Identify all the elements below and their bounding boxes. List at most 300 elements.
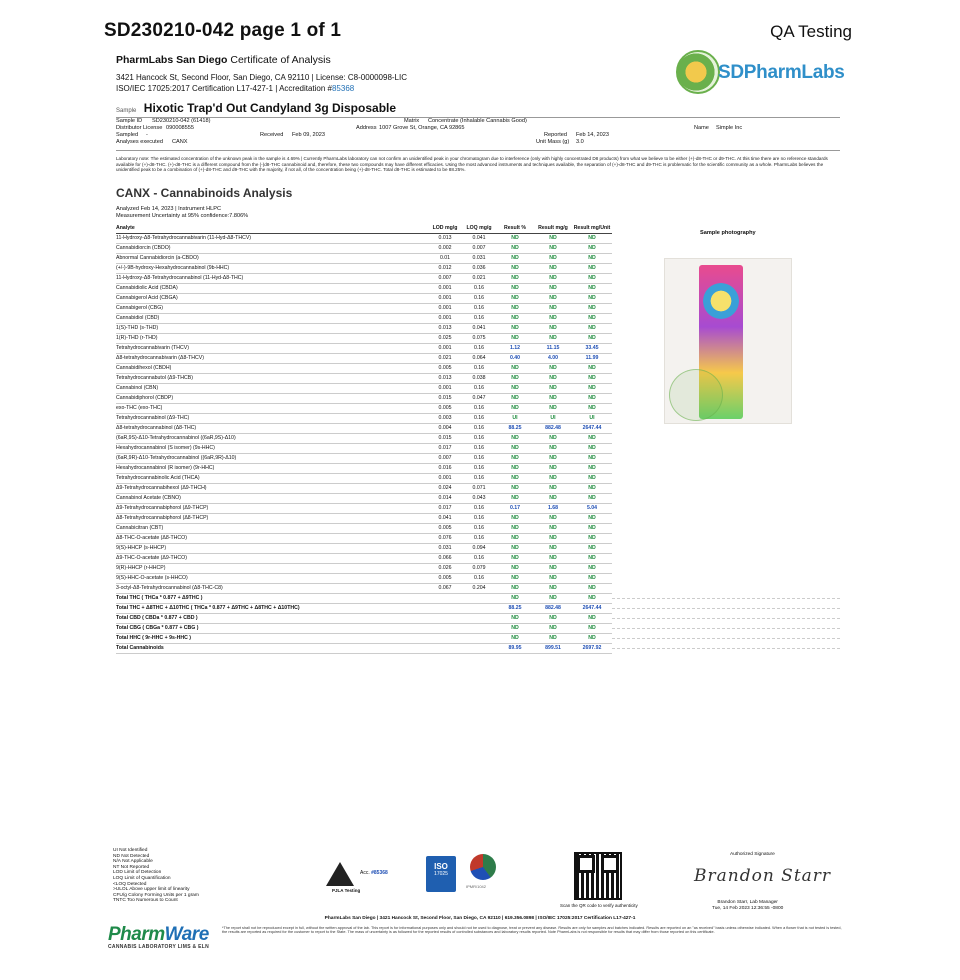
table-row xyxy=(116,383,612,393)
table-row xyxy=(116,313,612,323)
lod-cell: 0.01 xyxy=(428,253,462,263)
table-row xyxy=(116,533,612,543)
result-mgg-cell: ND xyxy=(534,303,572,313)
footer-disclaimer: *The report shall not be reproduced except in full, without the written approval of the lab. This report is for informational purposes only and should not be used to diagnose, treat or prevent any disease. Results are only for samples and batches indicated. Results are reported on an "as received" basis unless otherwise indicated. When a flower that is not tested is tested, the results are reported as required for the customer to report to the State. The mass of uncertainty is as followed for the reported results of controlled substances and laboratory results reported. Note PharmLabs is not responsible for results that may differ from those reported on this certificate. xyxy=(222,926,842,935)
sample-name: Hixotic Trap'd Out Candyland 3g Disposable xyxy=(143,101,397,115)
result-pct-cell: ND xyxy=(496,463,534,473)
result-mgg-cell: 1.68 xyxy=(534,503,572,513)
result-mgg-cell: ND xyxy=(534,633,572,643)
pjla-badge xyxy=(326,856,406,896)
loq-cell: 0.16 xyxy=(462,433,496,443)
loq-cell: 0.036 xyxy=(462,263,496,273)
result-mgg-cell: ND xyxy=(534,283,572,293)
result-unit-cell: ND xyxy=(572,243,612,253)
california-badge-icon xyxy=(676,50,720,94)
loq-cell: 0.16 xyxy=(462,453,496,463)
lod-cell: 0.005 xyxy=(428,573,462,583)
loq-cell: 0.16 xyxy=(462,303,496,313)
lod-cell: 0.066 xyxy=(428,553,462,563)
analyte-cell: 11-Hydroxy-Δ8-Tetrahydrocannabivarin (11-Hyd-Δ8-THCV) xyxy=(116,233,428,243)
table-row xyxy=(116,453,612,463)
result-mgg-cell: ND xyxy=(534,573,572,583)
result-pct-cell: ND xyxy=(496,243,534,253)
result-pct-cell: ND xyxy=(496,283,534,293)
lod-cell: 0.014 xyxy=(428,493,462,503)
result-unit-cell: ND xyxy=(572,253,612,263)
table-row xyxy=(116,423,612,433)
lod-cell: 0.005 xyxy=(428,523,462,533)
verification-qr-code[interactable] xyxy=(574,852,622,900)
result-pct-cell: 0.17 xyxy=(496,503,534,513)
iso-badge: ISO 17025 xyxy=(426,856,456,892)
lod-cell xyxy=(428,643,462,653)
result-unit-cell: ND xyxy=(572,523,612,533)
result-unit-cell: ND xyxy=(572,393,612,403)
analyte-cell: Cannabidihexol (CBDH) xyxy=(116,363,428,373)
result-mgg-cell: ND xyxy=(534,433,572,443)
result-pct-cell: ND xyxy=(496,623,534,633)
loq-cell: 0.075 xyxy=(462,333,496,343)
pjla-acc: Acc. #85368 xyxy=(360,870,388,876)
analyte-cell: Tetrahydrocannabutol (Δ9-THCB) xyxy=(116,373,428,383)
result-pct-cell: ND xyxy=(496,333,534,343)
result-mgg-cell: ND xyxy=(534,463,572,473)
loq-cell: 0.16 xyxy=(462,473,496,483)
analyte-cell: Total THC ( THCa * 0.877 + Δ9THC ) xyxy=(116,593,428,603)
result-pct-cell: ND xyxy=(496,523,534,533)
result-pct-cell: ND xyxy=(496,553,534,563)
result-pct-cell: ND xyxy=(496,573,534,583)
lod-cell: 0.017 xyxy=(428,503,462,513)
result-pct-cell: 0.40 xyxy=(496,353,534,363)
lab-address: 3421 Hancock St, Second Floor, San Diego, CA 92110 | License: C8-0000098-LIC xyxy=(116,73,407,82)
lod-cell: 0.041 xyxy=(428,513,462,523)
result-pct-cell: ND xyxy=(496,403,534,413)
result-unit-cell: ND xyxy=(572,433,612,443)
analyte-cell: Cannabidiolic Acid (CBDA) xyxy=(116,283,428,293)
table-row xyxy=(116,283,612,293)
client-name: Simple Inc xyxy=(716,125,743,131)
loq-cell: 0.031 xyxy=(462,253,496,263)
analyte-cell: Total Cannabinoids xyxy=(116,643,428,653)
table-row xyxy=(116,353,612,363)
analyte-cell: Total CBD ( CBDa * 0.877 + CBD ) xyxy=(116,613,428,623)
result-mgg-cell: 882.48 xyxy=(534,603,572,613)
analysis-info xyxy=(116,206,248,220)
result-unit-cell: 2647.44 xyxy=(572,423,612,433)
result-mgg-cell: 4.00 xyxy=(534,353,572,363)
loq-cell: 0.16 xyxy=(462,443,496,453)
result-pct-cell: ND xyxy=(496,383,534,393)
loq-cell: 0.16 xyxy=(462,523,496,533)
loq-cell: 0.16 xyxy=(462,283,496,293)
logo-wordmark: SDPharmLabs xyxy=(718,62,845,83)
product-emblem-icon xyxy=(703,283,739,319)
loq-cell: 0.16 xyxy=(462,423,496,433)
loq-cell: 0.16 xyxy=(462,293,496,303)
table-row xyxy=(116,563,612,573)
table-row xyxy=(116,413,612,423)
section-title: CANX - Cannabinoids Analysis xyxy=(116,186,293,200)
result-unit-cell: ND xyxy=(572,303,612,313)
loq-cell: 0.16 xyxy=(462,313,496,323)
sampled-date: - xyxy=(146,132,148,138)
result-pct-cell: ND xyxy=(496,533,534,543)
lod-cell: 0.001 xyxy=(428,343,462,353)
table-row xyxy=(116,363,612,373)
loq-cell: 0.043 xyxy=(462,493,496,503)
total-row-leader xyxy=(612,598,840,599)
lod-cell: 0.076 xyxy=(428,533,462,543)
loq-cell xyxy=(462,613,496,623)
table-row xyxy=(116,433,612,443)
result-mgg-cell: ND xyxy=(534,393,572,403)
laboratory-note: Laboratory note: The estimated concentration of the unknown peak in the sample is 4.69% | Currently PharmLabs laboratory can not confirm an unidentified peak in your chromatogram due to interference (only with highly concentrated D8 products) from what we believe to be either (+)-d8-THC or d9-THC. At this time there are no reference standards available for (+)-d8-THC. (+)-d8-THC is a different compound from the (-)d8-THC cannabinoid and, therefore, these two compounds may have different efficacies. Using the most advanced instruments and techniques available, the separation of (+)-d8-THC and d9-THC is problematic for the scientific community as a whole. PharmLabs believes the unidentified peak to be a combination of (+)-d8-THC and d9-THC with the majority, if not all, of the concentration being (+)-d8-THC. Total d8-THC is estimated to be 88.25%. xyxy=(116,156,828,173)
result-unit-cell: ND xyxy=(572,593,612,603)
result-mgg-cell: ND xyxy=(534,553,572,563)
analyte-cell: Cannabidiorcin (CBDO) xyxy=(116,243,428,253)
result-unit-cell: ND xyxy=(572,553,612,563)
loq-cell: 0.064 xyxy=(462,353,496,363)
result-mgg-cell: ND xyxy=(534,333,572,343)
analyte-cell: Total CBG ( CBGa * 0.877 + CBG ) xyxy=(116,623,428,633)
table-row xyxy=(116,543,612,553)
lod-cell: 0.005 xyxy=(428,363,462,373)
sample-id: SD230210-042 (61418) xyxy=(152,118,211,124)
table-row xyxy=(116,493,612,503)
cannabinoids-table xyxy=(116,226,612,654)
loq-cell: 0.16 xyxy=(462,503,496,513)
lod-cell: 0.001 xyxy=(428,293,462,303)
loq-cell: 0.007 xyxy=(462,243,496,253)
result-unit-cell: ND xyxy=(572,333,612,343)
loq-cell: 0.16 xyxy=(462,363,496,373)
loq-cell: 0.16 xyxy=(462,383,496,393)
pjla-label: PJLA Testing xyxy=(332,888,361,893)
lod-cell: 0.015 xyxy=(428,393,462,403)
lod-cell: 0.001 xyxy=(428,383,462,393)
table-row xyxy=(116,243,612,253)
total-row-leader xyxy=(612,628,840,629)
result-pct-cell: ND xyxy=(496,253,534,263)
total-row xyxy=(116,613,612,623)
lod-cell: 0.067 xyxy=(428,583,462,593)
col-result-pct: Result % xyxy=(496,226,534,233)
analyte-cell: Cannabidiol (CBD) xyxy=(116,313,428,323)
analyzed-line: Analyzed Feb 14, 2023 | Instrument HLPC xyxy=(116,206,221,212)
total-row-leader xyxy=(612,608,840,609)
result-mgg-cell: ND xyxy=(534,253,572,263)
analyte-cell: Δ9-Tetrahydrocannabihexol (Δ9-THCH) xyxy=(116,483,428,493)
col-lod: LOD mg/g xyxy=(428,226,462,233)
lod-cell xyxy=(428,593,462,603)
result-unit-cell: ND xyxy=(572,403,612,413)
analyte-cell: Tetrahydrocannabivarin (THCV) xyxy=(116,343,428,353)
result-mgg-cell: ND xyxy=(534,383,572,393)
uncertainty-line: Measurement Uncertainty at 95% confidence:7.806% xyxy=(116,213,249,219)
table-row xyxy=(116,553,612,563)
table-row xyxy=(116,393,612,403)
result-mgg-cell: ND xyxy=(534,493,572,503)
loq-cell: 0.16 xyxy=(462,533,496,543)
sample-label: Sample xyxy=(116,108,137,114)
result-pct-cell: ND xyxy=(496,633,534,643)
loq-cell: 0.041 xyxy=(462,323,496,333)
result-unit-cell: ND xyxy=(572,573,612,583)
result-unit-cell: ND xyxy=(572,443,612,453)
lod-cell: 0.013 xyxy=(428,233,462,243)
result-pct-cell: ND xyxy=(496,433,534,443)
table-row xyxy=(116,523,612,533)
sample-matrix: Concentrate (Inhalable Cannabis Good) xyxy=(428,118,527,124)
result-unit-cell: ND xyxy=(572,483,612,493)
lod-cell: 0.016 xyxy=(428,463,462,473)
lod-cell xyxy=(428,603,462,613)
lod-cell: 0.002 xyxy=(428,243,462,253)
result-mgg-cell: 882.48 xyxy=(534,423,572,433)
result-pct-cell: ND xyxy=(496,483,534,493)
result-pct-cell: ND xyxy=(496,323,534,333)
result-unit-cell: 2697.92 xyxy=(572,643,612,653)
result-pct-cell: ND xyxy=(496,593,534,603)
loq-cell xyxy=(462,633,496,643)
result-unit-cell: ND xyxy=(572,273,612,283)
result-unit-cell: ND xyxy=(572,533,612,543)
lab-name: PharmLabs San Diego xyxy=(116,54,228,66)
result-mgg-cell: ND xyxy=(534,363,572,373)
result-pct-cell: ND xyxy=(496,233,534,243)
result-unit-cell: UI xyxy=(572,413,612,423)
result-unit-cell: ND xyxy=(572,283,612,293)
loq-cell: 0.038 xyxy=(462,373,496,383)
table-row xyxy=(116,583,612,593)
reported-date: Feb 14, 2023 xyxy=(576,132,609,138)
analyte-cell: (6aR,9R)-Δ10-Tetrahydrocannabinol ((6aR,9R)-Δ10) xyxy=(116,453,428,463)
lod-cell: 0.031 xyxy=(428,543,462,553)
loq-cell: 0.16 xyxy=(462,403,496,413)
ipmrc-badge: IPMR/1042 xyxy=(466,854,500,894)
analyte-cell: Cannabigerol Acid (CBGA) xyxy=(116,293,428,303)
result-mgg-cell: ND xyxy=(534,443,572,453)
accreditation-link[interactable]: 85368 xyxy=(331,84,355,93)
loq-cell: 0.16 xyxy=(462,413,496,423)
result-unit-cell: ND xyxy=(572,323,612,333)
result-mgg-cell: ND xyxy=(534,373,572,383)
table-row xyxy=(116,513,612,523)
result-pct-cell: ND xyxy=(496,543,534,553)
result-unit-cell: ND xyxy=(572,233,612,243)
result-mgg-cell: ND xyxy=(534,263,572,273)
total-row xyxy=(116,593,612,603)
table-row xyxy=(116,483,612,493)
result-pct-cell: ND xyxy=(496,273,534,283)
result-pct-cell: ND xyxy=(496,263,534,273)
result-unit-cell: ND xyxy=(572,563,612,573)
result-mgg-cell: ND xyxy=(534,233,572,243)
analyte-cell: (+/-)-9B-hydroxy-Hexahydrocannabinol (9b-HHC) xyxy=(116,263,428,273)
analyte-cell: 9(S)-HHCP (s-HHCP) xyxy=(116,543,428,553)
lod-cell: 0.007 xyxy=(428,273,462,283)
lod-cell: 0.021 xyxy=(428,353,462,363)
lab-stamp-icon xyxy=(669,369,723,421)
result-pct-cell: ND xyxy=(496,373,534,383)
analyte-cell: Δ9-Tetrahydrocannabiphorol (Δ9-THCP) xyxy=(116,503,428,513)
result-mgg-cell: 899.51 xyxy=(534,643,572,653)
table-row xyxy=(116,253,612,263)
result-mgg-cell: ND xyxy=(534,473,572,483)
loq-cell: 0.079 xyxy=(462,563,496,573)
table-row xyxy=(116,303,612,313)
result-mgg-cell: ND xyxy=(534,313,572,323)
table-row xyxy=(116,293,612,303)
total-row xyxy=(116,633,612,643)
analyte-cell: Hexahydrocannabinol (R isomer) (9r-HHC) xyxy=(116,463,428,473)
result-unit-cell: ND xyxy=(572,453,612,463)
result-mgg-cell: ND xyxy=(534,483,572,493)
result-unit-cell: 5.04 xyxy=(572,503,612,513)
result-pct-cell: ND xyxy=(496,493,534,503)
abbreviation-legend: UI Not Identified ND Not Detected N/A Not Applicable NT Not Reported LOD Limit of Detection LOQ Limit of Quantification <LOQ Detected >ULOL Above upper limit of linearity CFU/g Colony Forming Units per 1 gram TNTC Too Numerous to Count xyxy=(113,848,199,904)
unit-mass: 3.0 xyxy=(576,139,584,145)
result-mgg-cell: ND xyxy=(534,523,572,533)
loq-cell: 0.16 xyxy=(462,573,496,583)
result-unit-cell: 2647.44 xyxy=(572,603,612,613)
result-unit-cell: ND xyxy=(572,373,612,383)
lab-heading xyxy=(116,54,331,66)
loq-cell xyxy=(462,643,496,653)
result-mgg-cell: ND xyxy=(534,613,572,623)
lod-cell xyxy=(428,633,462,643)
result-pct-cell: 89.95 xyxy=(496,643,534,653)
loq-cell xyxy=(462,593,496,603)
pjla-logo-icon xyxy=(326,862,354,886)
result-mgg-cell: ND xyxy=(534,623,572,633)
col-result-mgg: Result mg/g xyxy=(534,226,572,233)
lod-cell: 0.001 xyxy=(428,473,462,483)
distributor-license: 090008555 xyxy=(166,125,194,131)
analyte-cell: 3-octyl-Δ8-Tetrahydrocannabinol (Δ8-THC-C8) xyxy=(116,583,428,593)
lod-cell: 0.026 xyxy=(428,563,462,573)
analyte-cell: Cannabigerol (CBG) xyxy=(116,303,428,313)
result-pct-cell: ND xyxy=(496,613,534,623)
result-unit-cell: ND xyxy=(572,513,612,523)
loq-cell: 0.094 xyxy=(462,543,496,553)
result-mgg-cell: ND xyxy=(534,323,572,333)
result-mgg-cell: ND xyxy=(534,593,572,603)
handwritten-signature: Brandon Starr xyxy=(694,866,832,886)
signatory: Brandon Starr, Lab Manager Tue, 14 Feb 2023 12:36:55 -0800 xyxy=(712,900,784,911)
loq-cell: 0.16 xyxy=(462,463,496,473)
loq-cell: 0.204 xyxy=(462,583,496,593)
result-pct-cell: ND xyxy=(496,363,534,373)
client-address: 1007 Grove St, Orange, CA 92865 xyxy=(379,125,465,131)
result-unit-cell: ND xyxy=(572,633,612,643)
table-row xyxy=(116,403,612,413)
analyte-cell: Tetrahydrocannabinol (Δ9-THC) xyxy=(116,413,428,423)
result-pct-cell: ND xyxy=(496,293,534,303)
col-analyte: Analyte xyxy=(116,226,428,233)
loq-cell: 0.041 xyxy=(462,233,496,243)
sdpharmlabs-logo xyxy=(676,50,846,102)
analyte-cell: 9(R)-HHCP (r-HHCP) xyxy=(116,563,428,573)
total-row xyxy=(116,623,612,633)
lod-cell: 0.005 xyxy=(428,403,462,413)
result-unit-cell: ND xyxy=(572,463,612,473)
table-row xyxy=(116,503,612,513)
loq-cell: 0.071 xyxy=(462,483,496,493)
result-mgg-cell: ND xyxy=(534,453,572,463)
result-unit-cell: ND xyxy=(572,583,612,593)
lod-cell: 0.013 xyxy=(428,323,462,333)
loq-cell: 0.047 xyxy=(462,393,496,403)
lod-cell: 0.024 xyxy=(428,483,462,493)
lod-cell: 0.001 xyxy=(428,303,462,313)
ipmrc-logo-icon xyxy=(470,854,496,880)
qa-testing-label: QA Testing xyxy=(770,22,852,41)
result-mgg-cell: ND xyxy=(534,293,572,303)
divider xyxy=(116,150,840,151)
total-row xyxy=(116,643,612,653)
loq-cell xyxy=(462,623,496,633)
result-unit-cell: ND xyxy=(572,493,612,503)
analyte-cell: Cannabinol (CBN) xyxy=(116,383,428,393)
table-row xyxy=(116,343,612,353)
table-row xyxy=(116,443,612,453)
result-pct-cell: 1.12 xyxy=(496,343,534,353)
loq-cell: 0.16 xyxy=(462,553,496,563)
table-row xyxy=(116,263,612,273)
loq-cell: 0.16 xyxy=(462,343,496,353)
result-unit-cell: ND xyxy=(572,263,612,273)
lod-cell xyxy=(428,623,462,633)
table-row xyxy=(116,333,612,343)
col-loq: LOQ mg/g xyxy=(462,226,496,233)
photo-heading: Sample photography xyxy=(700,230,756,236)
result-mgg-cell: UI xyxy=(534,413,572,423)
result-mgg-cell: ND xyxy=(534,243,572,253)
lod-cell: 0.001 xyxy=(428,283,462,293)
lab-address-block xyxy=(116,72,407,94)
result-pct-cell: ND xyxy=(496,443,534,453)
result-unit-cell: ND xyxy=(572,473,612,483)
result-pct-cell: ND xyxy=(496,303,534,313)
table-row xyxy=(116,273,612,283)
table-row xyxy=(116,473,612,483)
lod-cell: 0.013 xyxy=(428,373,462,383)
result-pct-cell: ND xyxy=(496,313,534,323)
result-unit-cell: ND xyxy=(572,383,612,393)
result-unit-cell: ND xyxy=(572,543,612,553)
total-row-leader xyxy=(612,638,840,639)
analyte-cell: 11-Hydroxy-Δ8-Tetrahydrocannabinol (11-Hyd-Δ8-THC) xyxy=(116,273,428,283)
total-row-leader xyxy=(612,618,840,619)
result-mgg-cell: ND xyxy=(534,513,572,523)
analyte-cell: Cannabicitran (CBT) xyxy=(116,523,428,533)
result-pct-cell: 88.25 xyxy=(496,603,534,613)
lod-cell: 0.007 xyxy=(428,453,462,463)
lod-cell: 0.015 xyxy=(428,433,462,443)
analyte-cell: Δ9-THC-O-acetate (Δ9-THCO) xyxy=(116,553,428,563)
lod-cell: 0.001 xyxy=(428,313,462,323)
total-row xyxy=(116,603,612,613)
result-mgg-cell: ND xyxy=(534,533,572,543)
lod-cell: 0.003 xyxy=(428,413,462,423)
analyte-cell: Cannabidiphorol (CBDP) xyxy=(116,393,428,403)
signature-heading: Authorized Signature xyxy=(730,852,775,857)
result-mgg-cell: ND xyxy=(534,583,572,593)
iso-accreditation: ISO/IEC 17025:2017 Certification L17-427-1 | Accreditation #85368 xyxy=(116,84,355,93)
analyte-cell: Δ8-tetrahydrocannabinol (Δ8-THC) xyxy=(116,423,428,433)
